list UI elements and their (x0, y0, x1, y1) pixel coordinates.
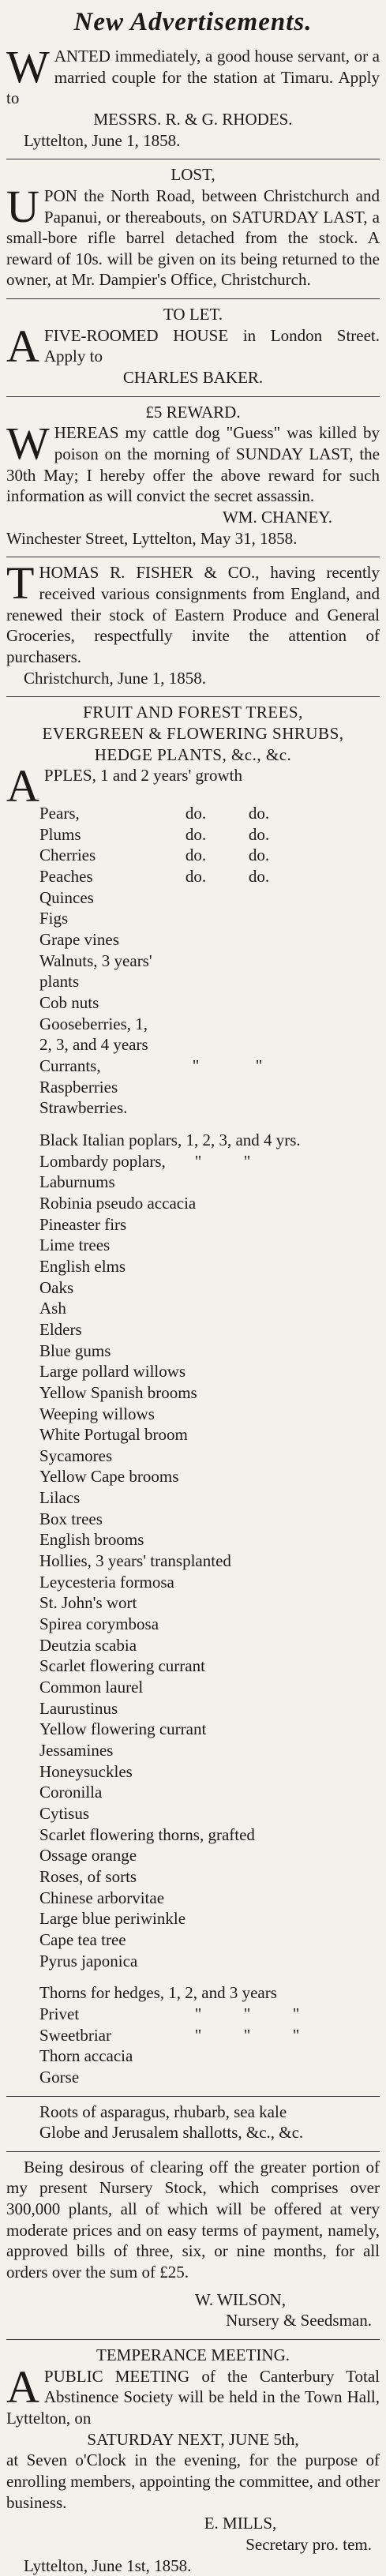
stock-item (39, 1782, 380, 1803)
stock-item-name: Scarlet flowering thorns, grafted (39, 1824, 255, 1844)
stock-item-name: Oaks (39, 1277, 74, 1297)
stock-item-name: Pineaster firs (39, 1214, 127, 1234)
ad-dateline: Christchurch, June 1, 1858. (24, 668, 206, 688)
divider (6, 396, 380, 397)
stock-item (39, 1214, 380, 1236)
divider (6, 696, 380, 697)
stock-item-name: Figs (39, 909, 69, 928)
stock-item-name: Laburnums (39, 1172, 115, 1192)
stock-item-name: Cherries (39, 846, 96, 865)
stock-item-ditto: " (194, 2004, 202, 2023)
stock-item (39, 908, 380, 929)
ad-heading: LOST, (171, 165, 215, 185)
ad-reward (6, 402, 380, 549)
stock-item-name: Currants, (39, 1056, 101, 1075)
stock-item-ditto: " (243, 1151, 251, 1171)
ad-body: FIVE-ROOMED HOUSE in London Street. Apply to (43, 325, 380, 366)
stock-item-name: Peaches (39, 867, 93, 887)
divider (6, 2339, 380, 2340)
stock-item (39, 1487, 380, 1509)
stock-item (39, 803, 380, 824)
drop-cap: A (6, 760, 39, 812)
ad-body: Being desirous of clearing off the greater portion of my present Nursery Stock, which comprises over 300,000 plants, all of which will be offered at very moderate prices and on easy terms of payment, namely, approved bills of three, six, or nine months, for all orders over the sum of £25. (6, 2157, 380, 2282)
stock-item-name: English brooms (39, 1530, 144, 1550)
stock-item (39, 1130, 380, 1151)
stock-item (39, 1056, 380, 1077)
stock-item-name: Gorse (39, 2067, 80, 2087)
stock-item-name: Common laurel (39, 1678, 144, 1697)
ad-signature-title: Secretary pro. tem. (245, 2534, 372, 2554)
stock-item-name: Lime trees (39, 1236, 111, 1255)
fruit-list (6, 803, 380, 1119)
ad-dateline: Winchester Street, Lyttelton, May 31, 1858. (6, 528, 298, 548)
stock-item-ditto: do. (248, 804, 270, 823)
ad-lost (6, 164, 380, 291)
ad-first-line: PPLES, 1 and 2 years' growth (43, 766, 242, 786)
ad-trees (6, 702, 380, 2331)
stock-item (39, 1319, 380, 1340)
stock-item (39, 1404, 380, 1425)
stock-item-name: Weeping willows (39, 1404, 155, 1423)
stock-item-name: Grape vines (39, 930, 119, 950)
stock-item-name: Cape tea tree (39, 1929, 126, 1949)
stock-item (39, 1677, 380, 1698)
ad-body: PUBLIC MEETING of the Canterbury Total Abstinence Society will be held in the Town Hall, Lyttelton, on (6, 2366, 380, 2428)
stock-item-ditto: do. (185, 846, 207, 865)
drop-cap: A (6, 320, 39, 372)
stock-item-name: Cytisus (39, 1803, 90, 1823)
stock-item-name: Raspberries (39, 1077, 118, 1097)
ad-body: PON the North Road, between Christchurch and Papanui, or thereabouts, on SATURDAY LAST, a small-bore rifle barrel detached from the stock. A reward of 10s. will be given on its being returned to the owner, at Mr. Dampier's Office, Christchurch. (6, 186, 380, 290)
stock-item (39, 951, 380, 992)
ad-heading: TEMPERANCE MEETING. (96, 2345, 290, 2365)
stock-item (39, 929, 380, 951)
ad-wanted (6, 40, 380, 151)
stock-item (39, 1740, 380, 1761)
ad-dateline: Lyttelton, June 1, 1858. (24, 130, 181, 150)
stock-item (39, 1698, 380, 1719)
ad-signature-title: Nursery & Seedsman. (226, 2311, 372, 2330)
forest-list (6, 1130, 380, 1971)
stock-item (39, 1550, 380, 1572)
ad-signature: E. MILLS, (204, 2514, 277, 2533)
drop-cap: U (6, 180, 39, 232)
stock-item (39, 1888, 380, 1909)
stock-item (39, 824, 380, 846)
stock-item-name: Box trees (39, 1509, 103, 1528)
stock-item-name: Scarlet flowering currant (39, 1656, 205, 1676)
stock-item-name: Cob nuts (39, 993, 99, 1013)
stock-item-name: Privet (39, 2004, 80, 2023)
stock-item (39, 887, 380, 909)
stock-item (39, 992, 380, 1014)
stock-item-name: Chinese arborvitae (39, 1888, 165, 1907)
stock-item-name: Gooseberries, 1, 2, 3, and 4 years (39, 1014, 148, 1055)
ad-body: ANTED immediately, a good house servant, or a married couple for the station at Timaru. Apply to (6, 46, 380, 108)
stock-item-name: Large blue periwinkle (39, 1909, 186, 1929)
stock-item-name: Pyrus japonica (39, 1951, 138, 1970)
stock-item-name: Hollies, 3 years' transplanted (39, 1551, 231, 1571)
stock-item-ditto: do. (248, 824, 270, 844)
stock-item (39, 866, 380, 887)
divider (6, 298, 380, 299)
masthead: New Advertisements. (73, 8, 313, 36)
stock-item (39, 1340, 380, 1362)
ad-contact: MESSRS. R. & G. RHODES. (93, 109, 293, 129)
ad-body: HOMAS R. FISHER & CO., having recently received various consignments from England, and renewed their stock of Eastern Produce and General Groceries, respectfully invite the attention of purchasers. (6, 563, 380, 666)
stock-item (39, 2004, 380, 2025)
stock-item (39, 1509, 380, 1530)
ad-heading: HEDGE PLANTS, &c., &c. (94, 744, 292, 764)
stock-item (39, 1077, 380, 1098)
stock-item-name: Lombardy poplars, (39, 1151, 166, 1171)
ad-heading: FRUIT AND FOREST TREES, (83, 703, 303, 722)
stock-item-name: Elders (39, 1319, 82, 1339)
drop-cap: A (6, 2360, 39, 2413)
drop-cap: T (6, 557, 35, 609)
ad-body: HEREAS my cattle dog "Guess" was killed by poison on the morning of SUNDAY LAST, the 30th May; I hereby offer the above reward for such information as will convict the secret assassin. (6, 423, 380, 506)
roots-line: Globe and Jerusalem shallotts, &c., &c. (39, 2123, 304, 2143)
stock-item-name: Blue gums (39, 1340, 111, 1360)
ad-body: at Seven o'Clock in the evening, for the purpose of enrolling members, appointing the committee, and other business. (6, 2450, 380, 2512)
stock-item-name: Thorns for hedges, 1, 2, and 3 years (39, 1983, 277, 2003)
ad-dateline: Lyttelton, June 1st, 1858. (24, 2555, 192, 2575)
stock-item-name: Sycamores (39, 1445, 113, 1465)
stock-item (39, 1614, 380, 1635)
stock-item-name: Robinia pseudo accacia (39, 1193, 197, 1213)
stock-item-name: Deutzia scabia (39, 1635, 137, 1655)
newspaper-column (6, 0, 380, 2576)
ad-signature: W. WILSON, (195, 2289, 286, 2309)
stock-item-ditto: " (243, 2004, 251, 2023)
drop-cap: W (6, 418, 50, 470)
stock-item (39, 1951, 380, 1972)
stock-item-ditto: " (292, 2025, 300, 2045)
stock-item-name: Black Italian poplars, 1, 2, 3, and 4 yrs. (39, 1130, 301, 1149)
hedge-list (6, 1982, 380, 2087)
stock-item (39, 1929, 380, 1951)
stock-item (39, 1172, 380, 1193)
stock-item-ditto: do. (185, 824, 207, 844)
stock-item (39, 1445, 380, 1467)
stock-item-ditto: " (243, 2025, 251, 2045)
stock-item (39, 1193, 380, 1214)
stock-item (39, 1235, 380, 1256)
stock-item (39, 2025, 380, 2046)
stock-item-name: Honeysuckles (39, 1761, 133, 1781)
stock-item (39, 1719, 380, 1740)
ad-date-line: SATURDAY NEXT, JUNE 5th, (87, 2429, 299, 2449)
stock-item (39, 2067, 380, 2088)
stock-item (39, 1097, 380, 1119)
stock-item (39, 1529, 380, 1550)
stock-item-name: Spirea corymbosa (39, 1614, 159, 1634)
stock-item-name: Quinces (39, 887, 94, 907)
stock-item-ditto: do. (185, 804, 207, 823)
stock-item-name: White Portugal broom (39, 1425, 188, 1445)
stock-item-name: Sweetbriar (39, 2025, 111, 2045)
stock-item-name: Coronilla (39, 1783, 103, 1802)
stock-item (39, 1908, 380, 1929)
stock-item (39, 1424, 380, 1445)
stock-item (39, 1256, 380, 1277)
stock-item-ditto: do. (248, 846, 270, 865)
stock-item-name: English elms (39, 1256, 126, 1276)
stock-item (39, 1466, 380, 1487)
ad-heading: EVERGREEN & FLOWERING SHRUBS, (42, 723, 344, 743)
stock-item-ditto: do. (248, 867, 270, 887)
stock-item (39, 1361, 380, 1382)
stock-item-name: Yellow flowering currant (39, 1719, 207, 1739)
roots-line: Roots of asparagus, rhubarb, sea kale (39, 2102, 287, 2121)
stock-item-name: St. John's wort (39, 1593, 137, 1613)
stock-item-name: Jessamines (39, 1741, 114, 1760)
stock-item-name: Thorn accacia (39, 2046, 133, 2066)
ad-heading: TO LET. (163, 305, 223, 324)
ad-to-let (6, 304, 380, 388)
stock-item (39, 1572, 380, 1593)
divider (6, 2151, 380, 2152)
stock-item (39, 2045, 380, 2067)
stock-item (39, 1151, 380, 1172)
divider (6, 2096, 380, 2097)
stock-item-name: Laurustinus (39, 1698, 118, 1718)
stock-item (39, 1866, 380, 1888)
stock-item (39, 1761, 380, 1783)
stock-item (39, 1803, 380, 1824)
stock-item-ditto: " (255, 1056, 263, 1075)
stock-item (39, 1014, 380, 1056)
stock-item-name: Lilacs (39, 1488, 81, 1508)
drop-cap: W (6, 40, 50, 92)
stock-item-ditto: do. (185, 867, 207, 887)
stock-item (39, 1982, 380, 2004)
stock-item-ditto: " (192, 1056, 200, 1075)
stock-item (39, 1298, 380, 1319)
ad-signature: WM. CHANEY. (222, 508, 332, 527)
stock-item-name: Yellow Spanish brooms (39, 1382, 197, 1402)
stock-item-name: Ossage orange (39, 1846, 137, 1865)
ad-temperance (6, 2345, 380, 2576)
stock-item (39, 1382, 380, 1404)
ad-fisher (6, 557, 380, 688)
stock-item (39, 1824, 380, 1846)
stock-item (39, 1277, 380, 1299)
stock-item-name: Strawberries. (39, 1098, 128, 1118)
stock-item-name: Pears, (39, 804, 80, 823)
stock-item (39, 1635, 380, 1656)
stock-item (39, 1592, 380, 1614)
stock-item-ditto: " (194, 2025, 202, 2045)
ad-heading: £5 REWARD. (145, 402, 241, 422)
stock-item-name: Walnuts, 3 years' plants (39, 951, 152, 992)
stock-item-name: Plums (39, 824, 81, 844)
stock-item-ditto: " (194, 1151, 202, 1171)
stock-item-name: Roses, of sorts (39, 1866, 137, 1886)
stock-item-name: Large pollard willows (39, 1362, 186, 1382)
stock-item (39, 1655, 380, 1677)
stock-item (39, 1845, 380, 1866)
stock-item-name: Yellow Cape brooms (39, 1467, 179, 1487)
ad-contact: CHARLES BAKER. (122, 368, 264, 388)
stock-item-name: Leycesteria formosa (39, 1572, 174, 1592)
stock-item (39, 845, 380, 866)
stock-item-name: Ash (39, 1299, 66, 1318)
stock-item-ditto: " (292, 2004, 300, 2023)
